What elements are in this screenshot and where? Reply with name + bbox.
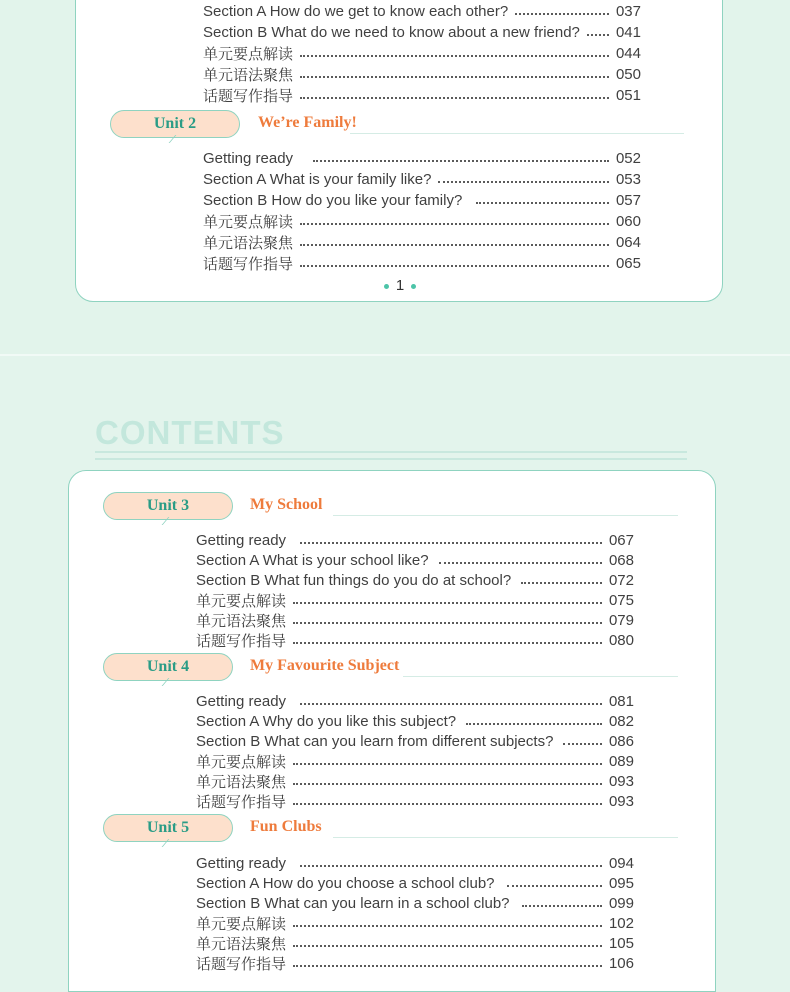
toc-entry[interactable] [203,1,641,21]
bullet-dot-icon [411,284,416,289]
entry-page: 093 [608,772,634,790]
toc-entry[interactable] [196,570,634,590]
toc-entry[interactable] [203,22,641,42]
unit-badge: Unit 5 [103,814,233,842]
unit-badge: Unit 4 [103,653,233,681]
toc-entry[interactable] [203,253,641,273]
unit-badge: Unit 3 [103,492,233,520]
unit-header[interactable] [103,653,683,683]
unit-header[interactable] [103,492,683,522]
entry-page: 105 [608,934,634,952]
toc-entry[interactable] [196,751,634,771]
unit-divider [333,837,678,838]
toc-entry[interactable] [203,85,641,105]
entry-page: 065 [615,254,641,272]
leader-dots [507,884,602,887]
entry-page: 068 [608,551,634,569]
toc-entry[interactable] [196,610,634,630]
leader-dots [300,96,609,99]
toc-entry[interactable] [196,791,634,811]
entry-page: 067 [608,531,634,549]
entry-page: 099 [608,894,634,912]
entry-label: Getting ready [196,854,287,872]
leader-dots [300,541,602,544]
entry-label: Section A How do we get to know each other? [203,2,509,20]
entry-label: 话题写作指导 [203,87,294,105]
entry-page: 050 [615,65,641,83]
entry-page: 080 [608,631,634,649]
entry-label: Section B What can you learn from different subjects? [196,732,554,750]
toc-entry[interactable] [203,190,641,210]
entry-page: 072 [608,571,634,589]
leader-dots [438,180,609,183]
entry-label: Section B What fun things do you do at school? [196,571,512,589]
unit-title: We’re Family! [258,114,357,131]
entry-page: 037 [615,2,641,20]
entry-label: Section B What do we need to know about a new friend? [203,23,580,41]
entry-page: 051 [615,86,641,104]
toc-entry[interactable] [203,169,641,189]
heading-rule [95,451,687,460]
unit-divider [350,133,684,134]
toc-entry[interactable] [196,711,634,731]
leader-dots [300,864,602,867]
entry-page: 081 [608,692,634,710]
toc-entry[interactable] [196,913,634,933]
toc-entry[interactable] [203,232,641,252]
unit-title: Fun Clubs [250,818,322,835]
leader-dots [293,802,602,805]
entry-label: 话题写作指导 [203,255,294,273]
unit-title: My Favourite Subject [250,657,400,674]
entry-label: Section A What is your school like? [196,551,429,569]
toc-page-2 [0,356,790,973]
leader-dots [563,742,602,745]
leader-dots [293,964,602,967]
toc-entry[interactable] [196,873,634,893]
leader-dots [300,243,609,246]
entry-page: 086 [608,732,634,750]
page-number-text: 1 [395,277,405,294]
leader-dots [522,904,602,907]
entry-label: 单元要点解读 [196,915,287,933]
leader-dots [521,581,602,584]
leader-dots [300,75,609,78]
entry-page: 102 [608,914,634,932]
entry-page: 095 [608,874,634,892]
entry-page: 093 [608,792,634,810]
entry-page: 060 [615,212,641,230]
bullet-dot-icon [384,284,389,289]
entry-page: 089 [608,752,634,770]
page-number [376,277,424,294]
entry-page: 082 [608,712,634,730]
leader-dots [439,561,602,564]
entry-label: 话题写作指导 [196,793,287,811]
leader-dots [300,54,609,57]
entry-label: 单元语法聚焦 [203,234,294,252]
leader-dots [300,264,609,267]
toc-entry[interactable] [196,771,634,791]
leader-dots [293,621,602,624]
entry-label: 单元要点解读 [203,213,294,231]
toc-entry[interactable] [196,590,634,610]
leader-dots [293,762,602,765]
toc-entry[interactable] [203,211,641,231]
entry-page: 079 [608,611,634,629]
entry-page: 041 [615,23,641,41]
entry-page: 094 [608,854,634,872]
entry-label: Section B What can you learn in a school club? [196,894,510,912]
entry-label: Section A Why do you like this subject? [196,712,457,730]
entry-page: 075 [608,591,634,609]
leader-dots [466,722,602,725]
unit-header[interactable] [103,814,683,844]
leader-dots [587,33,609,36]
entry-label: Section A How do you choose a school club? [196,874,495,892]
leader-dots [476,201,609,204]
entry-page: 064 [615,233,641,251]
leader-dots [293,924,602,927]
leader-dots [313,159,609,162]
toc-entry[interactable] [196,933,634,953]
unit-title: My School [250,496,323,513]
entry-label: 单元语法聚焦 [203,66,294,84]
toc-entry[interactable] [196,853,634,873]
toc-entry[interactable] [196,691,634,711]
unit-divider [403,676,678,677]
entry-label: Section A What is your family like? [203,170,432,188]
toc-entry[interactable] [203,64,641,84]
entry-label: 单元要点解读 [196,592,287,610]
entry-page: 052 [615,149,641,167]
toc-entry[interactable] [196,630,634,650]
entry-label: 单元要点解读 [203,45,294,63]
unit-header[interactable] [110,110,690,140]
toc-page-1 [0,0,790,354]
leader-dots [293,601,602,604]
entry-label: 单元语法聚焦 [196,773,287,791]
toc-entry[interactable] [203,148,641,168]
entry-page: 057 [615,191,641,209]
toc-entry[interactable] [196,953,634,973]
leader-dots [515,12,609,15]
entry-page: 044 [615,44,641,62]
leader-dots [293,944,602,947]
entry-label: Getting ready [196,531,287,549]
leader-dots [293,641,602,644]
toc-entry[interactable] [196,731,634,751]
entry-page: 053 [615,170,641,188]
entry-label: Section B How do you like your family? [203,191,463,209]
entry-label: 单元要点解读 [196,753,287,771]
unit-divider [333,515,678,516]
entry-label: 话题写作指导 [196,955,287,973]
contents-heading: CONTENTS [95,414,285,451]
unit-badge: Unit 2 [110,110,240,138]
entry-label: Getting ready [196,692,287,710]
toc-entry[interactable] [196,893,634,913]
entry-page: 106 [608,954,634,972]
entry-label: 单元语法聚焦 [196,612,287,630]
toc-entry[interactable] [203,43,641,63]
leader-dots [300,222,609,225]
entry-label: Getting ready [203,149,294,167]
entry-label: 单元语法聚焦 [196,935,287,953]
leader-dots [293,782,602,785]
toc-entry[interactable] [196,530,634,550]
toc-entry[interactable] [196,550,634,570]
leader-dots [300,702,602,705]
entry-label: 话题写作指导 [196,632,287,650]
